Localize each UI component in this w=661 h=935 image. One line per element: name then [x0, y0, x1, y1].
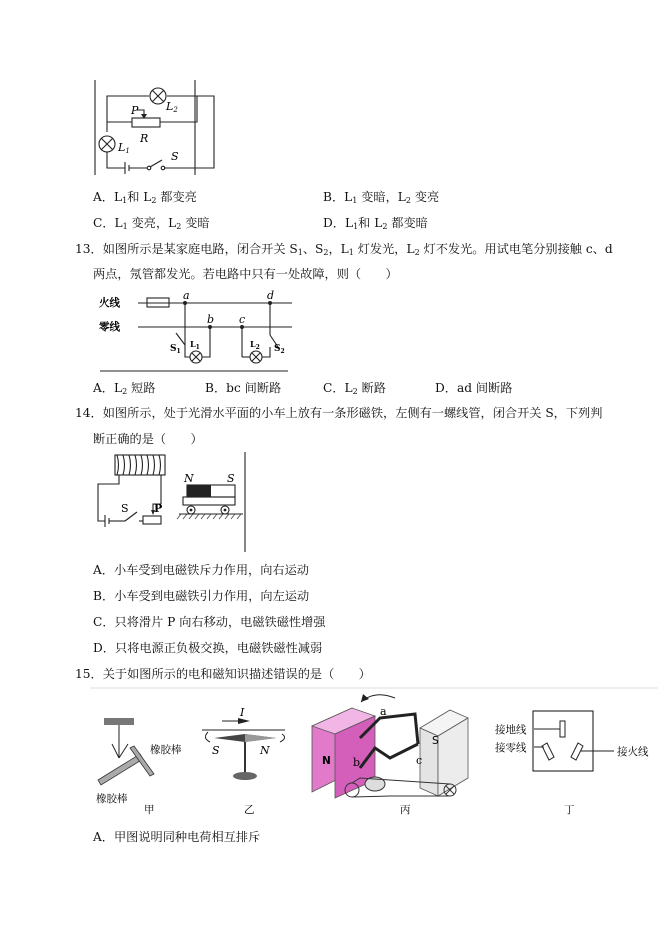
label-switch-S: S [121, 502, 129, 515]
label-magnet-S: S [227, 472, 235, 485]
label-needle-N: N [260, 744, 270, 757]
q12-option-b[interactable]: B．$L_1$ 变暗，$L_2$ 变亮 [323, 190, 440, 205]
figure-ding [495, 711, 649, 771]
caption-ding: 丁 [564, 804, 575, 816]
svg-text:L1: $L_1$ [190, 339, 200, 351]
label-rubber-rod-2: 橡胶棒 [96, 793, 128, 805]
q12-circuit-figure [92, 80, 222, 180]
caption-jia: 甲 [144, 804, 155, 816]
label-neutral-wire: 接零线 [495, 742, 527, 754]
q13-option-a[interactable]: A．$L_2$ 短路 [93, 381, 156, 396]
label-coil-b: b [353, 756, 361, 769]
label-live-wire: 接火线 [617, 746, 649, 758]
q14-electromagnet-figure [95, 452, 250, 552]
q14-stem-line2: 断正确的是（ ） [93, 432, 203, 446]
q13-option-b[interactable]: B．bc 间断路 [205, 381, 282, 395]
label-L1: L [190, 339, 196, 349]
q14-option-b[interactable]: B．小车受到电磁铁引力作用，向左运动 [93, 589, 310, 603]
label-live-wire: 火线 [99, 297, 120, 309]
q14-stem-line1: 14．如图所示，处于光滑水平面的小车上放有一条形磁铁，左侧有一螺线管，闭合开关 S，下列判 [75, 406, 603, 420]
svg-text:S2: $S_2$ [274, 344, 285, 355]
label-magnet-S: S [432, 735, 439, 747]
q14-option-a[interactable]: A．小车受到电磁铁斥力作用，向右运动 [93, 563, 309, 577]
q12-option-a[interactable]: A．$L_1$和 $L_2$ 都变亮 [93, 190, 197, 205]
label-needle-S: S [212, 744, 220, 757]
caption-bing: 丙 [400, 804, 411, 816]
label-R: R [140, 132, 149, 145]
q14-option-d[interactable]: D．只将电源正负极交换，电磁铁磁性减弱 [93, 641, 323, 655]
q14-option-c[interactable]: C．只将滑片 P 向右移动，电磁铁磁性增强 [93, 615, 326, 629]
q13-option-c[interactable]: C．$L_2$ 断路 [323, 381, 386, 396]
label-c: c [239, 313, 246, 326]
label-S: S [171, 150, 179, 163]
q12-option-d[interactable]: D．$L_1$和 $L_2$ 都变暗 [323, 216, 428, 231]
svg-text:L2: $L_2$ [250, 339, 260, 351]
svg-text:L2: L2 [166, 100, 178, 114]
label-L2: L [166, 100, 174, 113]
label-P: P [131, 104, 139, 117]
label-coil-a: a [380, 705, 387, 718]
label-coil-c: c [416, 754, 423, 767]
q12-option-c[interactable]: C．$L_1$ 变亮，$L_2$ 变暗 [93, 216, 210, 231]
q15-option-a[interactable]: A．甲图说明同种电荷相互排斥 [93, 830, 261, 844]
label-L2: L [250, 339, 256, 349]
svg-text:L1: L1 [118, 141, 130, 155]
label-d: d [267, 289, 275, 302]
label-a: a [183, 289, 190, 302]
q13-option-d[interactable]: D．ad 间断路 [435, 381, 513, 395]
label-S2: S [274, 344, 281, 354]
label-magnet-N: N [322, 755, 331, 767]
q15-stem: 15．关于如图所示的电和磁知识描述错误的是（ ） [75, 667, 371, 681]
label-slider-P: P [154, 502, 163, 515]
label-magnet-N: N [184, 472, 194, 485]
label-current-I: I [240, 706, 245, 719]
figure-jia [96, 718, 182, 805]
caption-yi: 乙 [244, 804, 255, 816]
q13-stem-line2: 两点，氖管都发光。若电路中只有一处故障，则（ ） [93, 267, 398, 281]
svg-text:S1: $S_1$ [170, 344, 181, 355]
label-L1: L [118, 141, 126, 154]
figure-bing [312, 694, 468, 798]
q15-figures [90, 688, 658, 820]
q13-household-circuit-figure [96, 289, 292, 375]
label-S1: S [170, 344, 177, 354]
q13-stem-line1: 13．如图所示是某家庭电路，闭合开关 $S_1$、$S_2$，$L_1$ 灯发光，$L_2$ 灯不发光。用试电笔分别接触 c、d [75, 242, 613, 257]
label-b: b [207, 313, 215, 326]
label-ground-wire: 接地线 [495, 724, 527, 736]
label-neutral-wire: 零线 [99, 321, 120, 333]
figure-yi [202, 706, 285, 780]
label-rubber-rod-1: 橡胶棒 [150, 744, 182, 756]
